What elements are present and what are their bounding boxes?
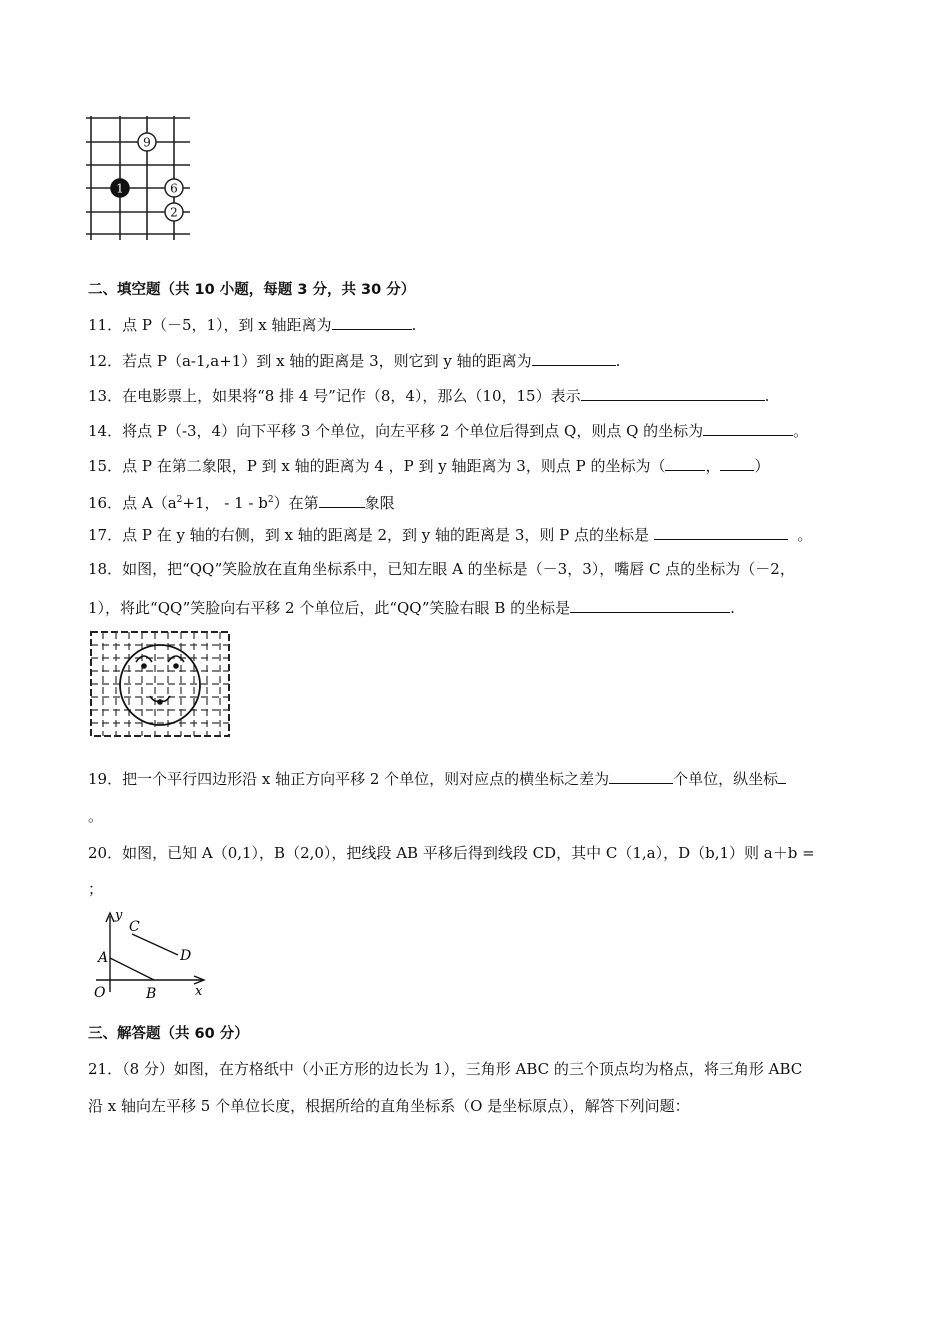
question-15	[88, 455, 770, 476]
question-text: 19．把一个平行四边形沿 x 轴正方向平移 2 个单位，则对应点的横坐标之差为	[88, 770, 610, 788]
q20-coordinate-figure	[88, 906, 210, 1002]
superscript: 2	[267, 495, 274, 505]
stone-label: 1	[116, 181, 124, 196]
question-end: 。	[793, 422, 809, 440]
question-comma: ，	[705, 457, 721, 475]
stone-2	[165, 203, 183, 221]
answer-blank	[319, 492, 365, 508]
x-axis-label: x	[195, 984, 203, 999]
point-d-label: D	[180, 948, 192, 964]
answer-blank	[332, 314, 412, 330]
question-14	[88, 420, 808, 441]
point-c-label: C	[129, 919, 140, 935]
qq-smiley-figure	[88, 628, 234, 740]
question-text: +1， - 1 - b	[182, 494, 268, 512]
question-end: 象限	[364, 494, 395, 512]
question-end: .	[615, 352, 621, 370]
point-b-label: B	[146, 986, 157, 1002]
question-21-line2: 沿 x 轴向左平移 5 个单位长度，根据所给的直角坐标系（O 是坐标原点），解答下列问题：	[88, 1097, 690, 1115]
question-text: 15．点 P 在第二象限，P 到 x 轴的距离为 4 ，P 到 y 轴距离为 3，则点 P 的坐标为（	[88, 457, 666, 475]
stone-9	[138, 133, 156, 151]
stone-label: 2	[170, 205, 178, 220]
point-a-label: A	[98, 950, 109, 966]
answer-blank	[532, 350, 616, 366]
stone-1	[111, 179, 129, 197]
question-end: .	[411, 316, 417, 334]
question-12	[88, 350, 620, 371]
question-21-line1: 21．（8 分）如图，在方格纸中（小正方形的边长为 1），三角形 ABC 的三个顶点均为格点，将三角形 ABC	[88, 1060, 803, 1078]
question-20-line2: ；	[88, 880, 104, 898]
question-text: 13．在电影票上，如果将“8 排 4 号”记作（8，4），那么（10，15）表示	[88, 387, 581, 405]
segment-ab	[110, 958, 154, 980]
segment-cd	[132, 934, 178, 955]
question-text: 1），将此“QQ”笑脸向右平移 2 个单位后，此“QQ”笑脸右眼 B 的坐标是	[88, 599, 571, 617]
section3-heading: 三、解答题（共 60 分）	[88, 1026, 249, 1042]
question-text: 11．点 P（－5，1），到 x 轴距离为	[88, 316, 332, 334]
question-text: 12．若点 P（a-1,a+1）到 x 轴的距离是 3，则它到 y 轴的距离为	[88, 352, 532, 370]
answer-blank	[654, 524, 788, 540]
go-board-figure	[86, 112, 196, 244]
stone-6	[165, 179, 183, 197]
answer-blank	[609, 768, 673, 784]
question-17	[88, 524, 812, 545]
section2-heading: 二、填空题（共 10 小题，每题 3 分，共 30 分）	[88, 282, 416, 298]
answer-blank	[778, 768, 786, 784]
question-end: .	[764, 387, 770, 405]
question-end: ）	[754, 457, 770, 475]
answer-blank	[703, 420, 793, 436]
y-axis-label: y	[115, 908, 123, 923]
question-end: .	[730, 599, 735, 617]
answer-blank	[720, 455, 754, 471]
right-eye-point	[173, 663, 179, 669]
question-text: 17．点 P 在 y 轴的右侧，到 x 轴的距离是 2，到 y 轴的距离是 3，则 P 点的坐标是	[88, 526, 649, 544]
answer-blank	[570, 597, 730, 613]
question-13	[88, 385, 769, 406]
question-text: 个单位，纵坐标	[673, 770, 779, 788]
superscript: 2	[176, 495, 183, 505]
stone-label: 9	[143, 135, 151, 150]
question-19-line2: 。	[88, 807, 104, 825]
left-eye-point	[141, 663, 147, 669]
question-16	[88, 490, 395, 513]
stone-label: 6	[170, 181, 178, 196]
question-11	[88, 314, 416, 335]
left-eyebrow	[136, 656, 152, 662]
question-text: ）在第	[273, 494, 319, 512]
mouth-point	[157, 699, 163, 705]
answer-blank	[581, 385, 765, 401]
question-20-line1: 20．如图，已知 A（0,1），B（2,0），把线段 AB 平移后得到线段 CD，其中 C（1,a），D（b,1）则 a＋b =	[88, 844, 815, 862]
question-18-line1: 18．如图，把“QQ”笑脸放在直角坐标系中，已知左眼 A 的坐标是（－3，3），嘴唇 C 点的坐标为（－2，	[88, 560, 795, 578]
question-end: 。	[797, 526, 813, 544]
question-18-line2	[88, 597, 735, 618]
question-19	[88, 768, 786, 789]
origin-label: O	[94, 985, 106, 1001]
face-circle	[120, 645, 200, 725]
question-text: 14．将点 P（-3，4）向下平移 3 个单位，向左平移 2 个单位后得到点 Q，则点 Q 的坐标为	[88, 422, 704, 440]
question-text: 16．点 A（a	[88, 494, 177, 512]
answer-blank	[665, 455, 705, 471]
right-eyebrow	[168, 656, 184, 662]
